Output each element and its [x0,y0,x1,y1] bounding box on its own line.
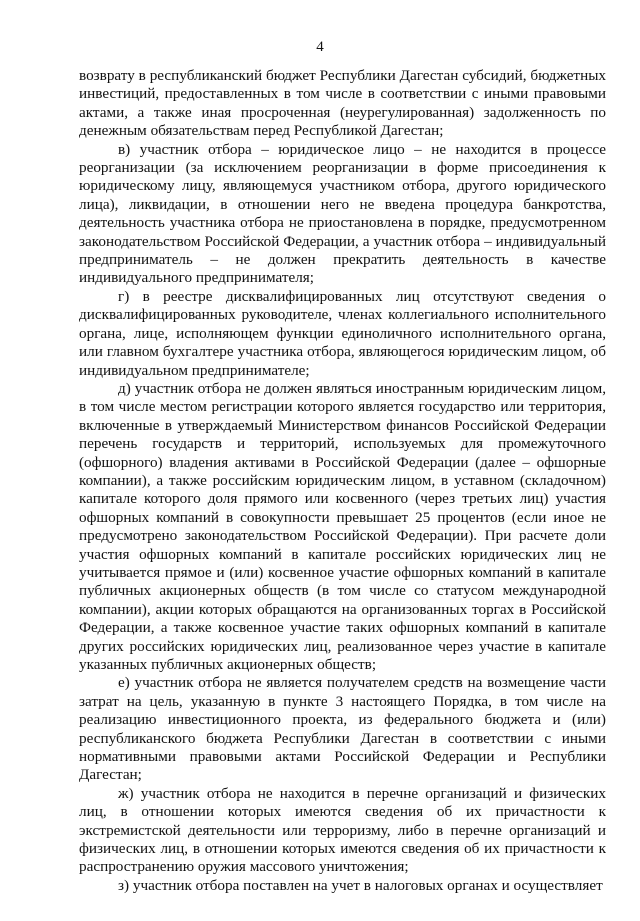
paragraph-item-e: е) участник отбора не является получателем средств на возмещение части затрат на цель, указанную в пункте 3 настоящего Порядка, в том числе на реализацию инвестиционного проекта, из федерального бюджета и (или) республиканского бюджета Республики Дагестан в соответствии с иными нормативными правовыми актами Российской Федерации и Республики Дагестан; [79,674,606,784]
paragraph-item-z: з) участник отбора поставлен на учет в налоговых органах и осуществляет [118,876,603,894]
document-body [79,67,606,895]
page-number: 4 [316,39,324,55]
paragraph-item-g: г) в реестре дисквалифицированных лиц отсутствуют сведения о дисквалифицированных руководителе, членах коллегиального исполнительного органа, лице, исполняющем функции единоличного исполнительного органа, или главном бухгалтере участника отбора, являющегося юридическим лицом, об индивидуальном предпринимателе; [79,287,606,379]
paragraph-item-v: в) участник отбора – юридическое лицо – не находится в процессе реорганизации (за исключением реорганизации в форме присоединения к юридическому лицу, являющемуся участником отбора, другого юридического лица), ликвидации, в отношении него не введена процедура банкротства, деятельность участника отбора не приостановлена в порядке, предусмотренном законодательством Российской Федерации, а участник отбора – индивидуальный предприниматель – не должен прекратить деятельность в качестве индивидуального предпринимателя; [79,140,606,287]
paragraph-continuation: возврату в республиканский бюджет Республики Дагестан субсидий, бюджетных инвестиций, предоставленных в том числе в соответствии с иными правовыми актами, а также иная просроченная (неурегулированная) задолженность по денежным обязательствам перед Республикой Дагестан; [79,67,606,140]
paragraph-item-d: д) участник отбора не должен являться иностранным юридическим лицом, в том числе местом регистрации которого является государство или территория, включенные в утверждаемый Министерством финансов Российской Федерации перечень государств и территорий, используемых для промежуточного (офшорного) владения активами в Российской Федерации (далее – офшорные компании), а также российским юридическим лицом, в уставном (складочном) капитале которого доля прямого или косвенного (через третьих лиц) участия офшорных компаний в совокупности превышает 25 процентов (если иное не предусмотрено законодательством Российской Федерации). При расчете доли участия офшорных компаний в капитале российских юридических лиц не учитывается прямое и (или) косвенное участие офшорных компаний в капитале публичных акционерных обществ (в том числе со статусом международной компании), акции которых обращаются на организованных торгах в Российской Федерации, а также косвенное участие таких офшорных компаний в капитале других российских юридических лиц, реализованное через участие в капитале указанных публичных акционерных обществ; [79,379,606,673]
paragraph-item-zh: ж) участник отбора не находится в перечне организаций и физических лиц, в отношении которых имеются сведения об их причастности к экстремистской деятельности или терроризму, либо в перечне организаций и физических лиц, в отношении которых имеются сведения об их причастности к распространению оружия массового уничтожения; [79,784,606,876]
